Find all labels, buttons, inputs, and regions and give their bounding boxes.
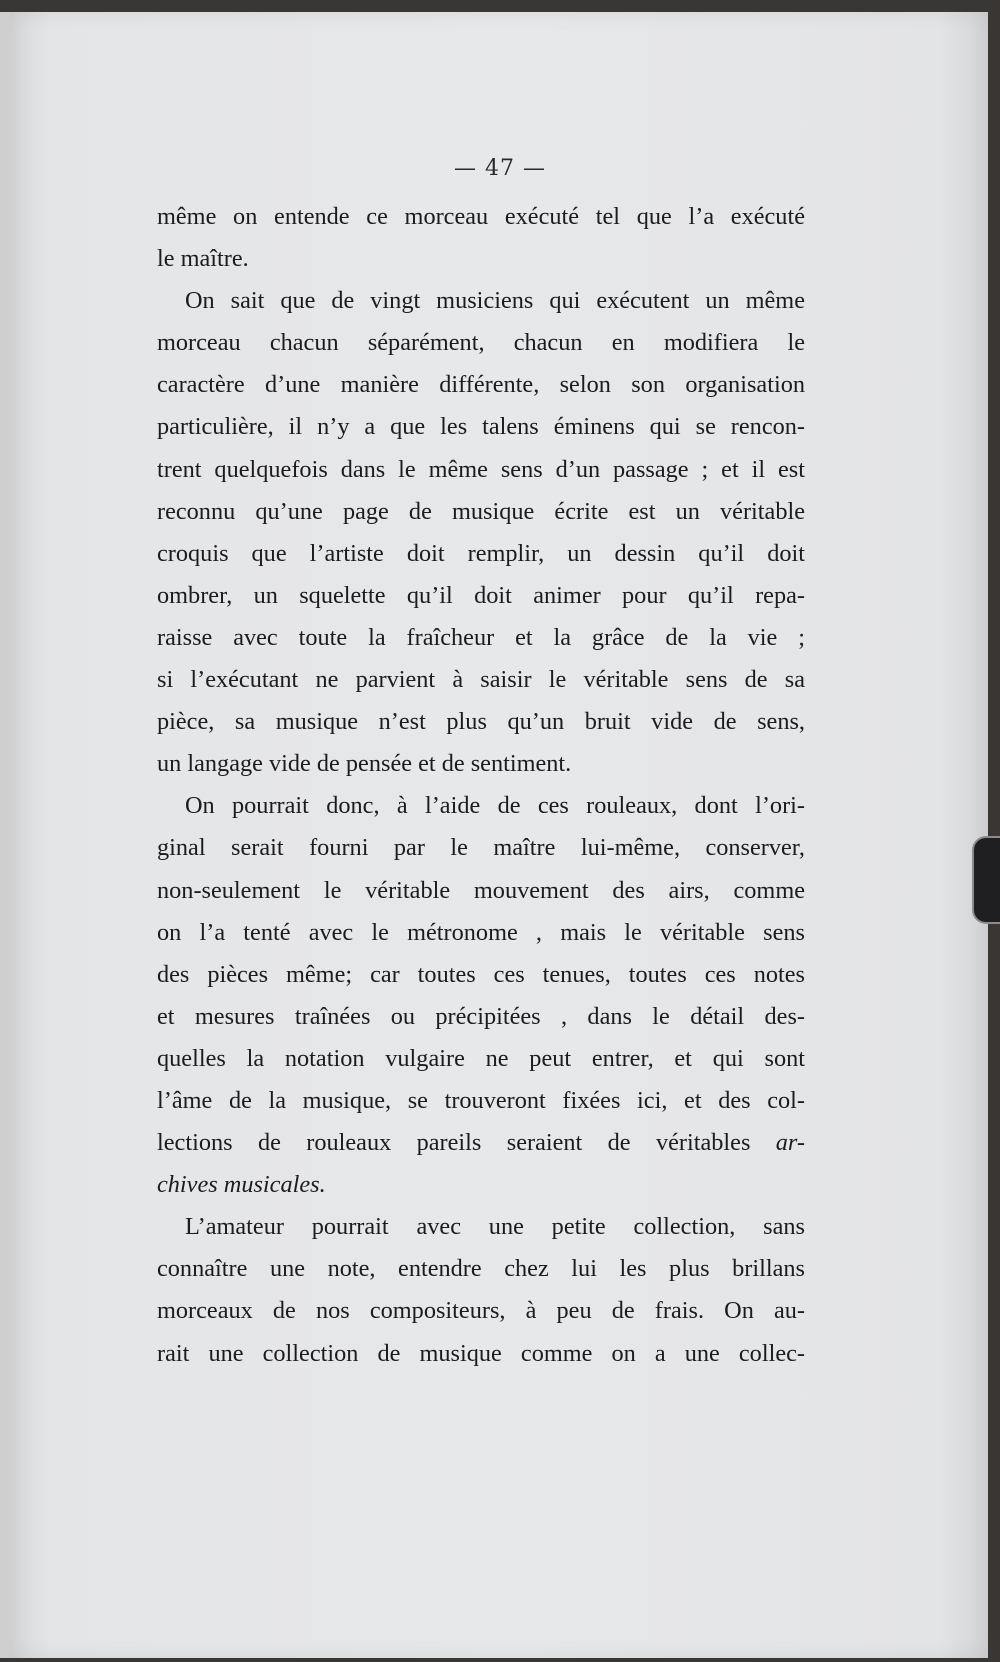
text-line-content: raisse avec toute la fraîcheur et la grâce de la vie ; — [157, 623, 805, 651]
text-line — [157, 785, 805, 827]
text-line — [157, 1080, 805, 1122]
text-line-content: si l’exécutant ne parvient à saisir le véritable sens de sa — [157, 666, 805, 694]
text-line-content: On sait que de vingt musiciens qui exécutent un même — [185, 287, 805, 315]
text-line-content: reconnu qu’une page de musique écrite est un véritable — [157, 497, 805, 525]
text-line-content: on l’a tenté avec le métronome , mais le véritable sens — [157, 918, 805, 946]
page-left-edge — [0, 12, 10, 1658]
text-line — [157, 996, 805, 1038]
text-line — [157, 406, 805, 448]
text-line — [157, 575, 805, 617]
text-line-content: lections de rouleaux pareils seraient de véritables — [157, 1129, 751, 1157]
text-line — [157, 491, 805, 533]
text-line-content: On pourrait donc, à l’aide de ces rouleaux, dont l’ori- — [185, 792, 805, 820]
text-line — [157, 912, 805, 954]
text-line-content: un langage vide de pensée et de sentiment. — [157, 750, 572, 778]
text-line-content: ginal serait fourni par le maître lui-même, conserver, — [157, 834, 805, 862]
page-tab-marker — [972, 836, 1000, 924]
text-line — [157, 617, 805, 659]
body-text — [157, 196, 805, 1375]
text-line — [157, 701, 805, 743]
text-line — [157, 1122, 805, 1164]
text-line — [157, 743, 805, 785]
text-line — [157, 870, 805, 912]
text-line — [157, 1038, 805, 1080]
page-number: — 47 — — [454, 156, 546, 181]
text-line-content: ombrer, un squelette qu’il doit animer pour qu’il repa- — [157, 581, 805, 609]
text-line — [157, 1290, 805, 1332]
text-line-content: trent quelquefois dans le même sens d’un passage ; et il est — [157, 455, 805, 483]
text-line-content: particulière, il n’y a que les talens éminens qui se rencon- — [157, 413, 805, 441]
text-line — [157, 449, 805, 491]
text-line-content: connaître une note, entendre chez lui les plus brillans — [157, 1255, 805, 1283]
text-line — [157, 1333, 805, 1375]
text-line — [157, 659, 805, 701]
text-line-content: morceaux de nos compositeurs, à peu de frais. On au- — [157, 1297, 805, 1325]
text-line — [157, 322, 805, 364]
text-line — [157, 954, 805, 996]
text-line — [157, 1206, 805, 1248]
text-line — [157, 1164, 805, 1206]
text-line — [157, 1248, 805, 1290]
text-line-content: et mesures traînées ou précipitées , dans le détail des- — [157, 1002, 805, 1030]
text-line — [157, 196, 805, 238]
text-line-content: pièce, sa musique n’est plus qu’un bruit vide de sens, — [157, 708, 805, 736]
text-line-content: même on entende ce morceau exécuté tel que l’a exécuté — [157, 203, 805, 230]
text-line-content: l’âme de la musique, se trouveront fixées ici, et des col- — [157, 1086, 805, 1114]
text-line-content: rait une collection de musique comme on a une collec- — [157, 1339, 805, 1367]
text-line-content: morceau chacun séparément, chacun en modifiera le — [157, 329, 805, 357]
italic-text: ar- — [775, 1129, 805, 1157]
text-line-content: L’amateur pourrait avec une petite collection, sans — [185, 1213, 805, 1241]
text-line-content: le maître. — [157, 245, 249, 273]
text-line — [157, 533, 805, 575]
text-line-content: non-seulement le véritable mouvement des airs, comme — [157, 876, 805, 904]
text-line-content: quelles la notation vulgaire ne peut entrer, et qui sont — [157, 1044, 805, 1072]
text-line — [157, 827, 805, 869]
text-line-content: caractère d’une manière différente, selon son organisation — [157, 371, 805, 399]
italic-text: chives musicales. — [157, 1171, 326, 1199]
text-line — [157, 280, 805, 322]
text-line — [157, 364, 805, 406]
text-line — [157, 238, 805, 280]
text-line-content: croquis que l’artiste doit remplir, un dessin qu’il doit — [157, 539, 805, 567]
text-line-content: des pièces même; car toutes ces tenues, toutes ces notes — [157, 960, 805, 988]
